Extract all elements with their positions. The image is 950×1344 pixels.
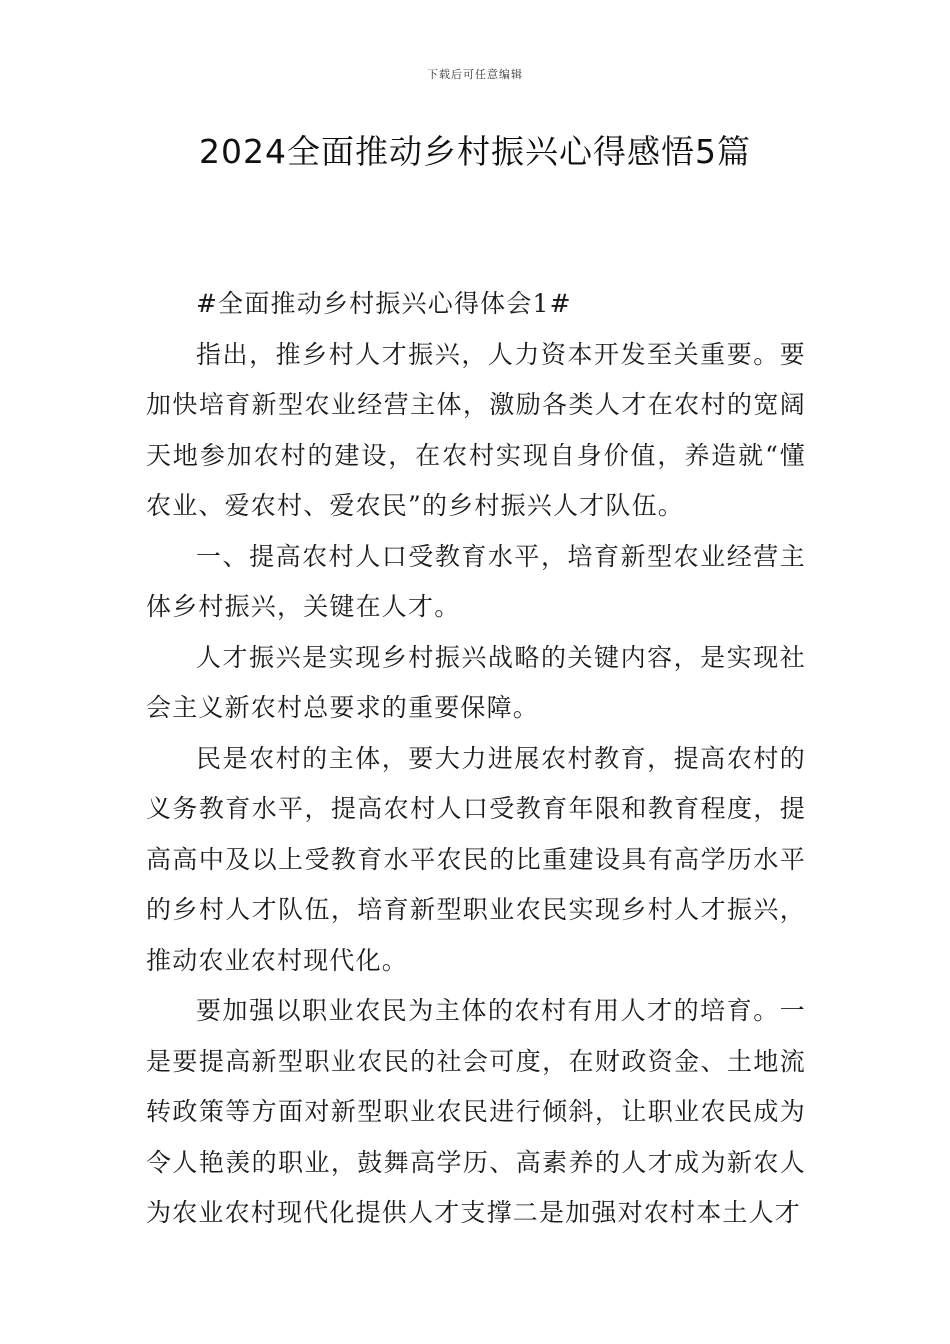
header-note: 下载后可任意编辑 — [427, 68, 523, 81]
document-title: 2024全面推动乡村振兴心得感悟5篇 — [199, 132, 751, 171]
document-body — [146, 279, 806, 1239]
paragraph: 人才振兴是实现乡村振兴战略的关键内容，是实现社会主义新农村总要求的重要保障。 — [146, 642, 806, 722]
paragraph: 一、提高农村人口受教育水平，培育新型农业经营主体乡村振兴，关键在人才。 — [146, 541, 806, 621]
paragraph: 要加强以职业农民为主体的农村有用人才的培育。一是要提高新型职业农民的社会可度，在财政资金、土地流转政策等方面对新型职业农民进行倾斜，让职业农民成为令人艳羡的职业，鼓舞高学历、高素养的人才成为新农人为农业农村现代化提供人才支撑二是加强对农村本土人才 — [146, 996, 806, 1227]
section-heading: #全面推动乡村振兴心得体会1# — [196, 289, 572, 318]
paragraph: 民是农村的主体，要大力进展农村教育，提高农村的义务教育水平，提高农村人口受教育年限和教育程度，提高高中及以上受教育水平农民的比重建设具有高学历水平的乡村人才队伍，培育新型职业农民实现乡村人才振兴，推动农业农村现代化。 — [146, 743, 806, 975]
paragraph: 指出，推乡村人才振兴，人力资本开发至关重要。要加快培育新型农业经营主体，激励各类人才在农村的宽阔天地参加农村的建设，在农村实现自身价值，养造就“懂农业、爱农村、爱农民”的乡村振兴人才队伍。 — [146, 339, 806, 520]
